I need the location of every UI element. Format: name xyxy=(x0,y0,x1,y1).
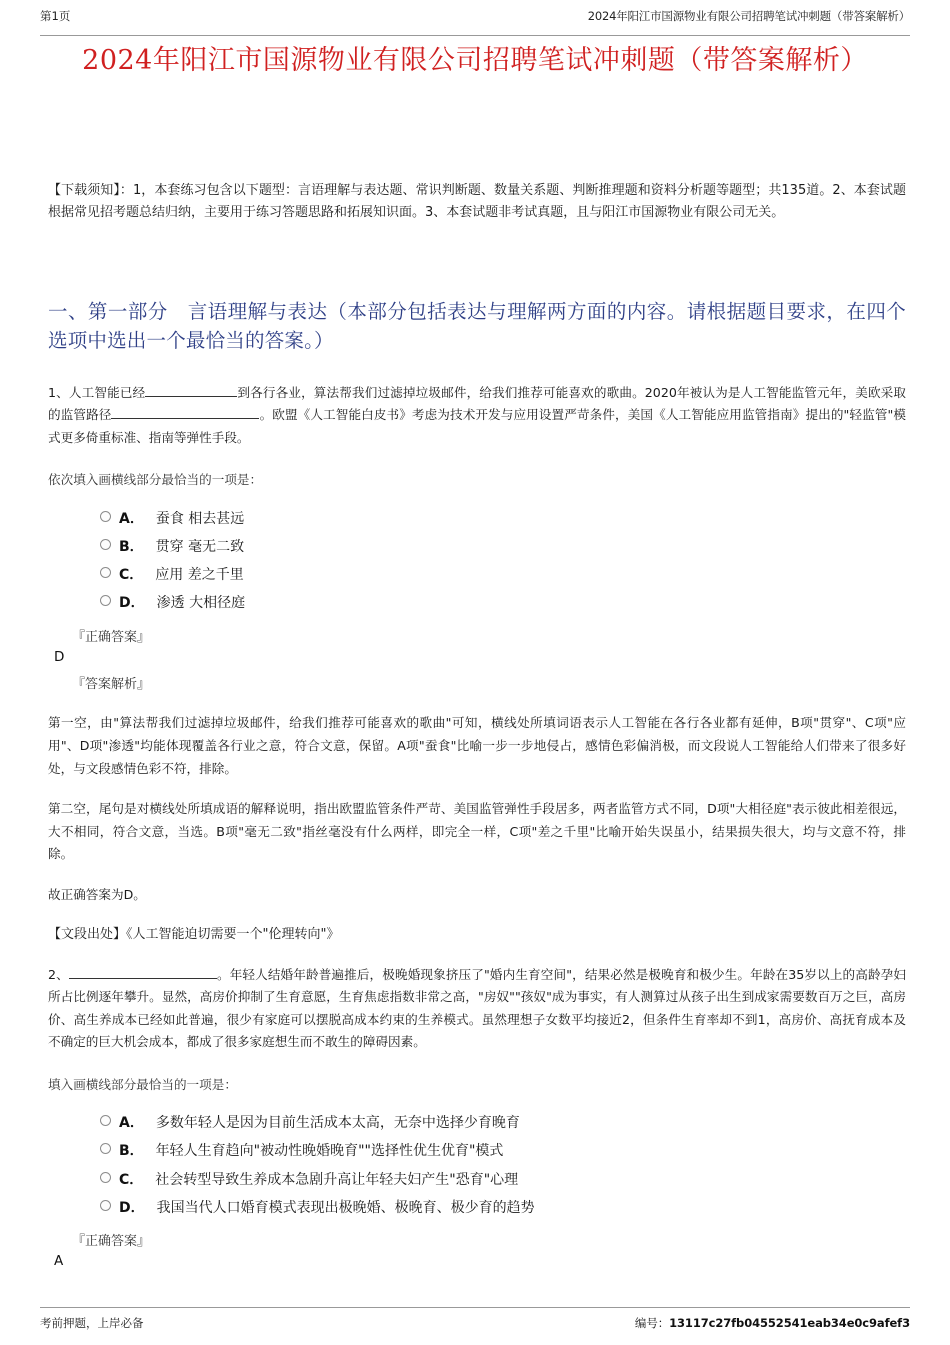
page-number-label: 第1页 xyxy=(40,9,71,23)
radio-button-icon[interactable] xyxy=(100,1143,111,1154)
download-notice: 【下载须知】：1，本套练习包含以下题型：言语理解与表达题、常识判断题、数量关系题、判断推理题和资料分析题等题型；共135道。2、本套试题根据常见招考题总结归纳，主要用于练习答题思路和拓展知识面。3、本套试题非考试真题，且与阳江市国源物业有限公司无关。 xyxy=(48,183,906,221)
option-item[interactable] xyxy=(100,505,906,533)
fill-in-blank xyxy=(145,396,237,397)
option-letter: A． xyxy=(119,1114,144,1131)
footer-id-label: 编号： xyxy=(634,1316,670,1330)
option-letter: D． xyxy=(119,595,145,612)
option-text: 年轻人生育趋向"被动性晚婚晚育""选择性优生优育"模式 xyxy=(155,1143,504,1160)
footer-id-value: 13117c27fb04552541eab34e0c9afef3 xyxy=(669,1316,910,1330)
option-list xyxy=(48,1109,906,1222)
question-number: 1、 xyxy=(48,384,69,400)
option-letter: B． xyxy=(119,538,144,555)
option-item[interactable] xyxy=(100,561,906,589)
question-stem xyxy=(48,964,906,1054)
option-item[interactable] xyxy=(100,533,906,561)
option-text: 渗透 大相径庭 xyxy=(156,595,246,612)
radio-button-icon[interactable] xyxy=(100,511,111,522)
correct-answer-value: D xyxy=(54,648,65,665)
correct-answer-label: 『正确答案』 xyxy=(72,629,151,645)
answer-analysis-label: 『答案解析』 xyxy=(72,676,151,692)
correct-answer-value: A xyxy=(54,1253,64,1270)
radio-button-icon[interactable] xyxy=(100,1115,111,1126)
document-title: 2024年阳江市国源物业有限公司招聘笔试冲刺题（带答案解析） xyxy=(82,45,868,76)
section-heading: 一、第一部分 言语理解与表达（本部分包括表达与理解两方面的内容。请根据题目要求，在四个选项中选出一个最恰当的答案。） xyxy=(48,299,906,353)
radio-button-icon[interactable] xyxy=(100,539,111,550)
footer-document-id xyxy=(635,1315,910,1331)
question-stem-part-1: 人工智能已经 xyxy=(68,384,146,400)
option-letter: C． xyxy=(119,1171,144,1188)
radio-button-icon[interactable] xyxy=(100,1172,111,1183)
analysis-paragraph: 第二空，尾句是对横线处所填成语的解释说明，指出欧盟监管条件严苛、美国监管弹性手段居多，两者监管方式不同，D项"大相径庭"表示彼此相差很远，大不相同，符合文意，当选。B项"毫无二致"指丝毫没有什么两样，即完全一样，C项"差之千里"比喻开始失误虽小，结果损失很大，均与文意不符，排除。 xyxy=(48,800,906,862)
option-item[interactable] xyxy=(100,1109,906,1137)
option-text: 社会转型导致生养成本急剧升高让年轻夫妇产生"恐育"心理 xyxy=(155,1171,519,1188)
option-text: 贯穿 毫无二致 xyxy=(155,538,245,555)
option-letter: D． xyxy=(119,1199,145,1216)
option-item[interactable] xyxy=(100,1137,906,1165)
header-running-title: 2024年阳江市国源物业有限公司招聘笔试冲刺题（带答案解析） xyxy=(587,9,910,23)
passage-source: 【文段出处】《人工智能迫切需要一个"伦理转向"》 xyxy=(48,926,340,942)
option-text: 多数年轻人是因为目前生活成本太高，无奈中选择少育晚育 xyxy=(155,1114,520,1131)
question-stem-part-3: 。欧盟《人工智能白皮书》考虑为技术开发与应用设置严苛条件，美国《人工智能应用监管指南》提出的"轻监管"模式更多倚重标准、指南等弹性手段。 xyxy=(48,407,907,445)
option-item[interactable] xyxy=(100,589,906,617)
radio-button-icon[interactable] xyxy=(100,567,111,578)
option-letter: C． xyxy=(119,567,144,584)
option-item[interactable] xyxy=(100,1166,906,1194)
question-number: 2、 xyxy=(48,966,69,982)
footer-slogan: 考前押题，上岸必备 xyxy=(40,1316,144,1330)
question-block xyxy=(48,382,906,946)
question-stem-part-2: 。年轻人结婚年龄普遍推后，极晚婚现象挤压了"婚内生育空间"，结果必然是极晚育和极少生。年龄在35岁以上的高龄孕妇所占比例逐年攀升。显然，高房价抑制了生育意愿，生育焦虑指数非常之高，"房奴""孩奴"成为事实，有人测算过从孩子出生到成家需要数百万之巨，高房价、高生养成本已经如此普遍，很少有家庭可以摆脱高成本约束的生养模式。虽然理想子女数平均接近2，但条件生育率却不到1，高房价、高抚育成本及不确定的巨大机会成本，都成了很多家庭想生而不敢生的障碍因素。 xyxy=(48,966,906,1050)
option-list xyxy=(48,505,906,618)
radio-button-icon[interactable] xyxy=(100,1200,111,1211)
question-stem xyxy=(48,382,906,449)
question-prompt: 依次填入画横线部分最恰当的一项是： xyxy=(48,472,263,488)
option-item[interactable] xyxy=(100,1194,906,1222)
option-text: 蚕食 相去甚远 xyxy=(155,510,245,527)
question-block xyxy=(48,964,906,1271)
page-header xyxy=(40,10,910,36)
radio-button-icon[interactable] xyxy=(100,595,111,606)
option-letter: A． xyxy=(119,510,144,527)
correct-answer-label: 『正确答案』 xyxy=(72,1234,151,1250)
analysis-paragraph: 第一空，由"算法帮我们过滤掉垃圾邮件，给我们推荐可能喜欢的歌曲"可知，横线处所填词语表示人工智能在各行各业都有延伸，B项"贯穿"、C项"应用"、D项"渗透"均能体现覆盖各行业之意，符合文意，保留。A项"蚕食"比喻一步一步地侵占，感情色彩偏消极，而文段说人工智能给人们带来了很多好处，与文段感情色彩不符，排除。 xyxy=(48,714,906,776)
page-footer xyxy=(40,1307,910,1331)
option-text: 我国当代人口婚育模式表现出极晚婚、极晚育、极少育的趋势 xyxy=(156,1199,535,1216)
option-letter: B． xyxy=(119,1143,144,1160)
option-text: 应用 差之千里 xyxy=(155,567,244,584)
fill-in-blank xyxy=(111,418,259,419)
fill-in-blank xyxy=(69,978,217,979)
question-stem-part-2: 到各行各业，算法帮我们过滤掉垃圾邮件，给我们推荐可能喜欢的歌曲。2020年被认为是人工智能监管元年，美欧采取的监管路径 xyxy=(48,384,907,423)
question-prompt: 填入画横线部分最恰当的一项是： xyxy=(48,1076,237,1092)
document-body xyxy=(48,180,906,1277)
analysis-conclusion: 故正确答案为D。 xyxy=(48,887,146,903)
